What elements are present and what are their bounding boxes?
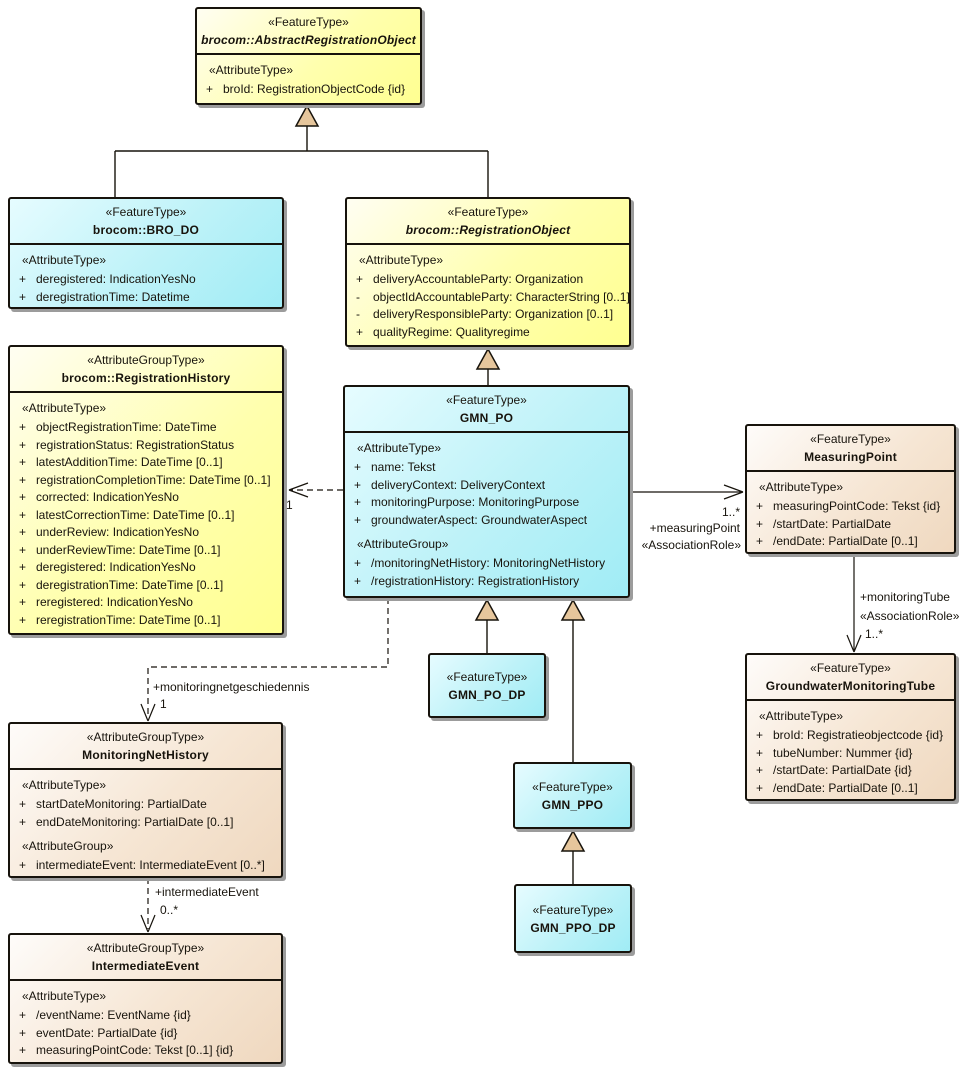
attribute-row [350,271,626,289]
attribute-compartment [197,55,420,105]
generalization-triangle-icon [562,831,584,851]
role-intermediateevent: +intermediateEvent [155,885,259,899]
stereotype-label: «FeatureType» [810,432,891,446]
class-title [515,774,630,818]
class-title [197,9,420,55]
multiplicity-monitoringnethistory: 1 [160,697,167,711]
attribute-text: qualityRegime: Qualityregime [373,324,530,339]
class-title [10,935,281,981]
attribute-row [13,577,279,595]
visibility: + [19,289,27,304]
stereotype-label: «AttributeGroupType» [86,941,205,955]
visibility: + [19,577,27,592]
attribute-row [13,796,278,814]
attribute-type-header: «AttributeType» [359,253,444,267]
attribute-type-header: «AttributeType» [209,63,294,77]
attribute-compartment [10,245,282,312]
attribute-row [200,81,417,99]
attribute-row [13,559,279,577]
attribute-row [13,419,279,437]
visibility: + [756,763,764,777]
attribute-text: objectIdAccountableParty: CharacterString [0..1] [373,289,630,304]
visibility: + [19,437,27,452]
attribute-text: /endDate: PartialDate [0..1] [773,780,918,795]
visibility: - [356,289,360,304]
stereotype-label: «FeatureType» [532,779,613,794]
visibility: + [756,745,764,760]
visibility: + [19,490,27,504]
class-title [747,426,954,472]
visibility: + [19,472,27,487]
attribute-text: broId: Registratieobjectcode {id} [773,728,944,742]
attribute-text: underReview: IndicationYesNo [36,525,199,539]
attribute-text: /registrationHistory: RegistrationHistory [371,573,580,588]
attribute-text: deliveryContext: DeliveryContext [371,477,546,492]
attribute-row [13,489,279,507]
attribute-compartment [10,770,281,881]
multiplicity-registrationhistory: 1 [286,498,293,512]
attribute-group-header: «AttributeGroup» [357,537,449,551]
attribute-text: reregistered: IndicationYesNo [36,595,193,609]
multiplicity-intermediateevent: 0..* [160,903,179,917]
role-monitoringtube: +monitoringTube [860,590,950,604]
attribute-text: intermediateEvent: IntermediateEvent [0..*] [36,858,265,872]
attribute-row [13,271,279,289]
class-measuringpoint [745,424,956,554]
attribute-type-header: «AttributeType» [357,441,442,455]
stereotype-label: «AttributeGroupType» [86,730,205,744]
visibility: + [756,534,764,548]
class-name: brocom::RegistrationHistory [61,371,231,385]
class-gmn-po-dp [428,653,546,718]
attribute-text: eventDate: PartialDate {id} [36,1025,178,1040]
attribute-text: objectRegistrationTime: DateTime [36,420,217,434]
class-groundwatermonitoringtube [745,653,956,801]
visibility: + [19,612,27,627]
attribute-text: registrationCompletionTime: DateTime [0..1] [36,472,271,487]
visibility: + [206,82,214,96]
attribute-row [13,507,279,525]
visibility: + [354,460,362,474]
attribute-text: /endDate: PartialDate [0..1] [773,534,918,548]
class-gmn-ppo [513,762,632,829]
generalization-line-to-abstract [115,126,488,197]
attribute-row [750,516,951,534]
visibility: + [354,477,362,492]
attribute-row [13,1042,278,1060]
class-title [747,655,954,701]
class-title [516,897,630,941]
visibility: + [19,858,27,872]
visibility: + [19,1043,27,1057]
class-name: GMN_PPO_DP [530,920,616,935]
attribute-row [13,814,278,832]
multiplicity-measuringpoint: 1..* [721,505,740,519]
attribute-text: startDateMonitoring: PartialDate [36,797,207,811]
attribute-type-header: «AttributeType» [22,253,107,267]
stereotype-label: «AttributeGroupType» [87,353,205,367]
visibility: + [19,272,27,286]
class-name: brocom::RegistrationObject [405,223,571,237]
visibility: + [356,272,364,286]
class-intermediateevent [8,933,283,1064]
class-name: MonitoringNetHistory [82,748,209,762]
attribute-compartment [345,433,628,596]
attribute-row [750,780,951,798]
visibility: + [354,573,362,588]
class-brocom-registrationhistory [8,345,284,635]
attribute-row [13,472,279,490]
attribute-text: underReviewTime: DateTime [0..1] [36,542,221,557]
attribute-text: monitoringPurpose: MonitoringPurpose [371,495,580,509]
attribute-type-header: «AttributeType» [759,480,844,494]
generalization-triangle-icon [476,600,498,620]
stereotype-label: «FeatureType» [105,205,187,219]
class-title [345,387,628,433]
class-name: brocom::AbstractRegistrationObject [201,33,416,47]
attribute-row [13,594,279,612]
attribute-group-header: «AttributeGroup» [22,839,114,853]
visibility: + [19,560,27,574]
attribute-row [750,498,951,516]
visibility: + [19,814,27,829]
visibility: + [354,556,362,570]
visibility: + [19,1008,27,1022]
attribute-row [348,477,625,495]
attribute-text: deregistrationTime: DateTime [0..1] [36,577,224,592]
generalization-triangle-icon [477,349,499,369]
attribute-row [13,1025,278,1043]
class-gmn-ppo-dp [514,884,632,953]
stereotype-associationrole-measuringpoint: «AssociationRole» [641,538,741,552]
class-title [10,724,281,770]
role-measuringpoint: +measuringPoint [649,521,740,535]
stereotype-label: «FeatureType» [532,902,614,917]
attribute-row [13,612,279,630]
stereotype-label: «FeatureType» [810,661,891,675]
attribute-type-header: «AttributeType» [22,401,107,415]
class-name: brocom::BRO_DO [92,223,200,237]
attribute-text: registrationStatus: RegistrationStatus [36,437,235,452]
attribute-row [750,727,951,745]
visibility: + [19,797,27,811]
attribute-row [13,1007,278,1025]
visibility: + [756,499,764,513]
attribute-text: deregistrationTime: Datetime [36,289,190,304]
attribute-text: /startDate: PartialDate {id} [773,763,912,777]
attribute-row [348,494,625,512]
stereotype-label: «FeatureType» [447,205,529,219]
visibility: + [354,512,362,527]
stereotype-label: «FeatureType» [446,393,527,407]
class-gmn-po [343,385,630,598]
class-title [10,347,282,393]
attribute-text: /startDate: PartialDate [773,516,892,531]
attribute-text: /monitoringNetHistory: MonitoringNetHistory [371,556,606,570]
attribute-compartment [747,701,954,803]
attribute-row [13,857,278,875]
class-name: IntermediateEvent [91,959,200,973]
stereotype-label: «FeatureType» [268,15,349,29]
class-monitoringnethistory [8,722,283,878]
role-monitoringnetgeschiedennis: +monitoringnetgeschiedennis [153,680,310,694]
visibility: + [19,455,27,469]
class-name: MeasuringPoint [804,450,897,464]
attribute-text: /eventName: EventName {id} [36,1008,191,1022]
attribute-compartment [347,245,629,347]
attribute-text: deliveryResponsibleParty: Organization [0..1] [373,307,614,321]
attribute-text: measuringPointCode: Tekst {id} [773,499,941,513]
visibility: + [356,324,364,339]
attribute-row [350,306,626,324]
attribute-text: tubeNumber: Nummer {id} [773,745,913,760]
attribute-text: endDateMonitoring: PartialDate [0..1] [36,814,234,829]
attribute-row [13,289,279,307]
attribute-type-header: «AttributeType» [22,778,107,792]
attribute-row [750,533,951,551]
class-brocom-abstractregistrationobject [195,7,422,105]
class-name: GMN_PO_DP [448,687,526,702]
visibility: + [756,780,764,795]
attribute-row [348,555,625,573]
visibility: + [756,516,764,531]
visibility: - [356,307,360,321]
attribute-type-header: «AttributeType» [22,989,107,1003]
attribute-text: deliveryAccountableParty: Organization [373,272,584,286]
class-brocom-registrationobject [345,197,631,347]
class-name: GroundwaterMonitoringTube [765,679,936,693]
attribute-text: latestAdditionTime: DateTime [0..1] [36,455,223,469]
class-title [430,664,544,708]
visibility: + [19,525,27,539]
attribute-row [13,542,279,560]
class-name: GMN_PPO [541,797,604,812]
stereotype-associationrole-monitoringtube: «AssociationRole» [860,609,960,623]
attribute-text: deregistered: IndicationYesNo [36,272,196,286]
attribute-text: latestCorrectionTime: DateTime [0..1] [36,507,235,522]
class-brocom-bro-do [8,197,284,309]
attribute-row [348,512,625,530]
visibility: + [19,1025,27,1040]
attribute-row [750,745,951,763]
attribute-row [348,573,625,591]
attribute-text: corrected: IndicationYesNo [36,490,179,504]
attribute-row [348,459,625,477]
attribute-compartment [10,393,282,635]
attribute-text: name: Tekst [371,460,436,474]
attribute-row [350,324,626,342]
attribute-row [13,437,279,455]
visibility: + [756,728,764,742]
class-title [347,199,629,245]
attribute-compartment [10,981,281,1066]
class-title [10,199,282,245]
class-name: GMN_PO [459,411,514,425]
attribute-type-header: «AttributeType» [759,709,844,723]
attribute-row [13,524,279,542]
attribute-row [13,454,279,472]
attribute-text: reregistrationTime: DateTime [0..1] [36,612,221,627]
attribute-text: deregistered: IndicationYesNo [36,560,196,574]
visibility: + [19,507,27,522]
visibility: + [19,542,27,557]
attribute-row [350,289,630,307]
visibility: + [354,495,362,509]
multiplicity-monitoringtube: 1..* [865,627,884,641]
attribute-row [750,762,951,780]
generalization-triangle-icon [562,600,584,620]
visibility: + [19,595,27,609]
attribute-text: broId: RegistrationObjectCode {id} [223,82,406,96]
attribute-text: measuringPointCode: Tekst [0..1] {id} [36,1043,234,1057]
visibility: + [19,420,27,434]
generalization-triangle-icon [296,106,318,126]
stereotype-label: «FeatureType» [446,669,528,684]
attribute-compartment [747,472,954,557]
attribute-text: groundwaterAspect: GroundwaterAspect [371,512,588,527]
